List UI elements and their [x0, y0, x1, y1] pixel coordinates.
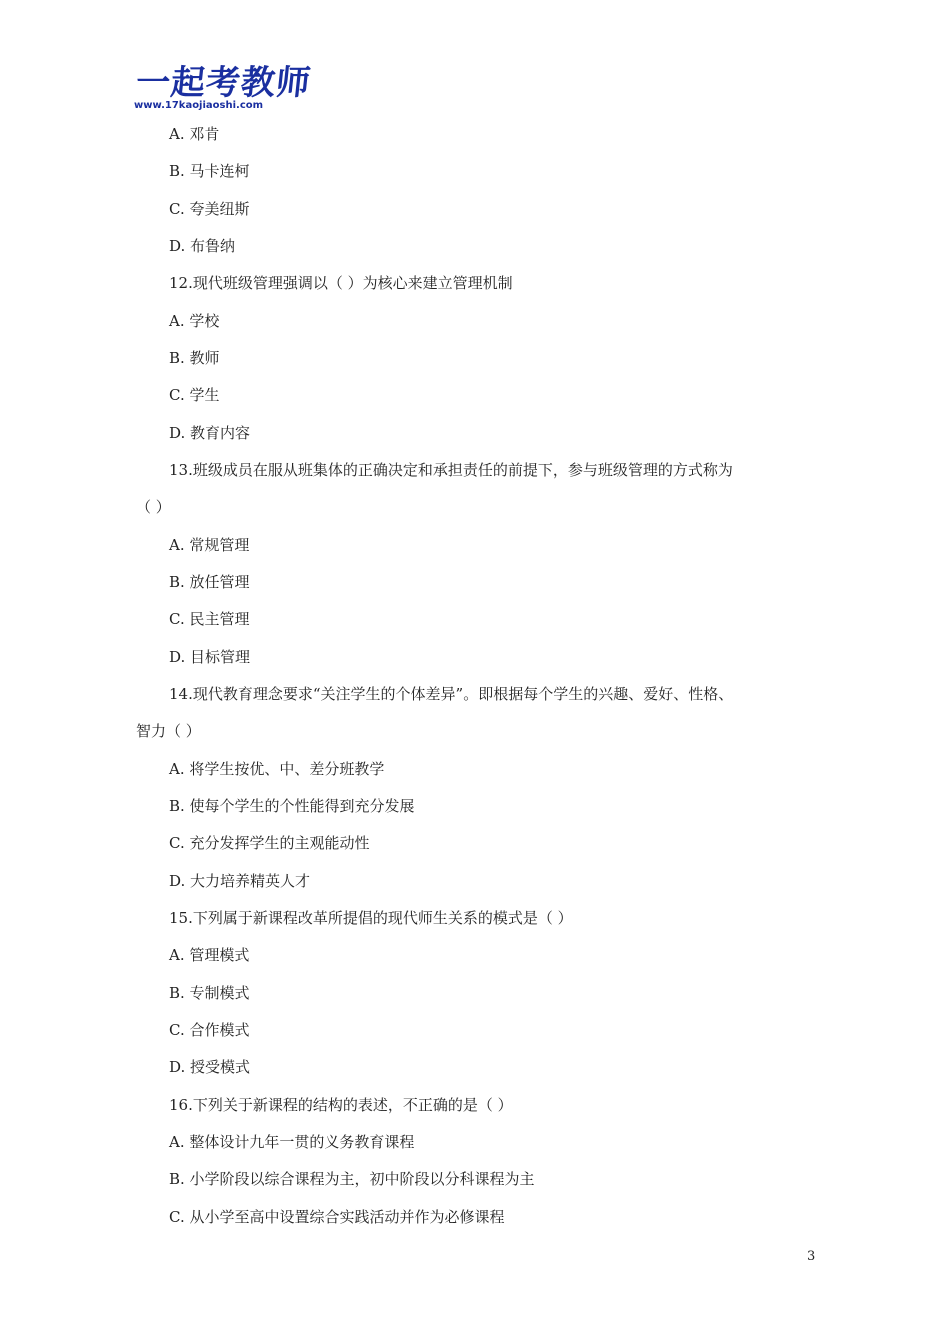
- question-14: 14.现代教育理念要求“关注学生的个体差异”。即根据每个学生的兴趣、爱好、性格、: [169, 685, 734, 703]
- logo-title: 一起考教师: [133, 63, 314, 103]
- question-12: 12.现代班级管理强调以（ ）为核心来建立管理机制: [169, 274, 513, 292]
- option-13-b: B. 放任管理: [169, 573, 250, 591]
- option-13-d: D. 目标管理: [169, 648, 251, 666]
- question-14-continued: 智力（ ）: [136, 722, 201, 740]
- option-14-c: C. 充分发挥学生的主观能动性: [169, 834, 370, 852]
- option-11-d: D. 布鲁纳: [169, 237, 236, 255]
- option-14-a: A. 将学生按优、中、差分班教学: [169, 760, 385, 778]
- option-16-a: A. 整体设计九年一贯的义务教育课程: [169, 1133, 415, 1151]
- option-16-b: B. 小学阶段以综合课程为主，初中阶段以分科课程为主: [169, 1170, 535, 1188]
- question-13: 13.班级成员在服从班集体的正确决定和承担责任的前提下，参与班级管理的方式称为: [169, 461, 733, 479]
- option-12-d: D. 教育内容: [169, 424, 251, 442]
- option-14-d: D. 大力培养精英人才: [169, 872, 311, 890]
- question-16: 16.下列关于新课程的结构的表述，不正确的是（ ）: [169, 1096, 513, 1114]
- option-12-a: A. 学校: [169, 312, 220, 330]
- option-15-b: B. 专制模式: [169, 984, 250, 1002]
- question-13-continued: （ ）: [136, 498, 171, 516]
- option-13-c: C. 民主管理: [169, 610, 250, 628]
- logo-url: www.17kaojiaoshi.com: [134, 100, 264, 111]
- option-11-b: B. 马卡连柯: [169, 162, 250, 180]
- option-16-c: C. 从小学至高中设置综合实践活动并作为必修课程: [169, 1208, 505, 1226]
- option-13-a: A. 常规管理: [169, 536, 250, 554]
- option-14-b: B. 使每个学生的个性能得到充分发展: [169, 797, 415, 815]
- option-15-d: D. 授受模式: [169, 1058, 251, 1076]
- brand-logo: [133, 63, 314, 114]
- option-12-b: B. 教师: [169, 349, 220, 367]
- option-11-a: A. 邓肯: [169, 125, 220, 143]
- question-15: 15.下列属于新课程改革所提倡的现代师生关系的模式是（ ）: [169, 909, 573, 927]
- option-15-c: C. 合作模式: [169, 1021, 250, 1039]
- page-number: 3: [807, 1249, 816, 1264]
- option-11-c: C. 夸美纽斯: [169, 200, 250, 218]
- option-12-c: C. 学生: [169, 386, 220, 404]
- option-15-a: A. 管理模式: [169, 946, 250, 964]
